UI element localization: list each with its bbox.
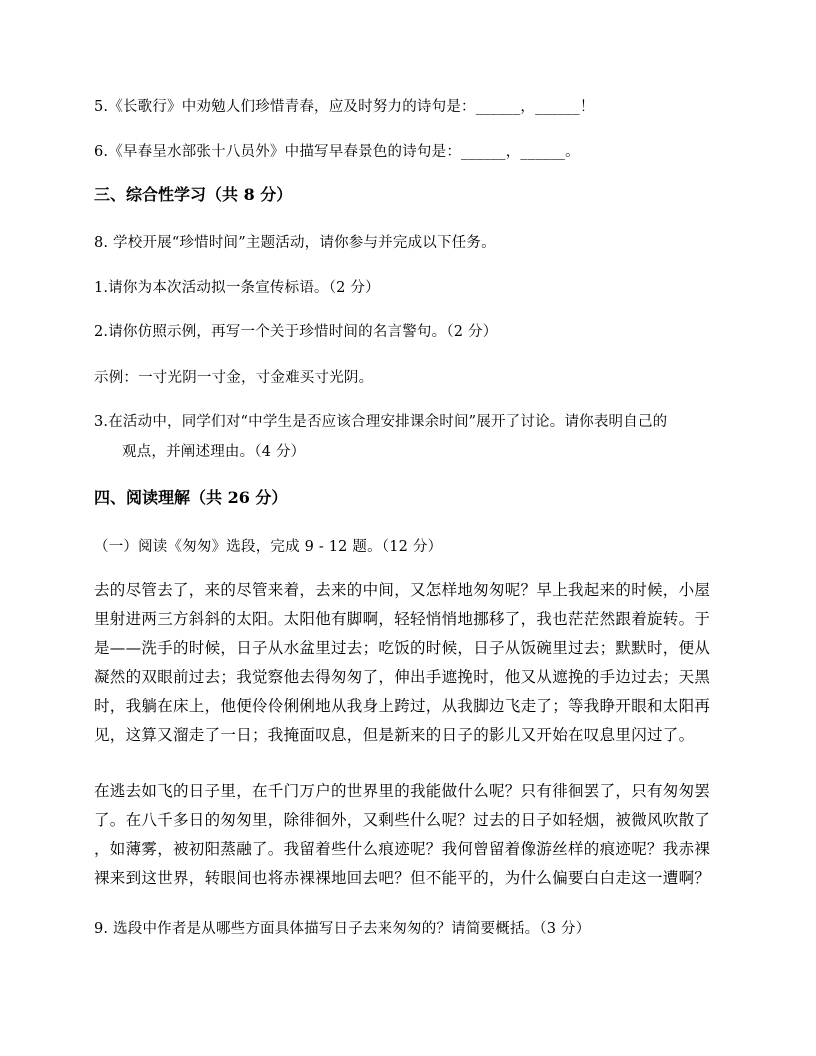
passage-paragraph-1: [94, 576, 722, 750]
passage-line: 里射进两三方斜斜的太阳。太阳他有脚啊，轻轻悄悄地挪移了，我也茫茫然跟着旋转。于: [94, 610, 711, 628]
task-3-line-2: 观点，并阐述理由。（4 分）: [122, 444, 306, 460]
passage-line: 了。在八千多日的匆匆里，除徘徊外，又剩些什么呢？过去的日子如轻烟，被微风吹散了: [94, 811, 711, 829]
section-3-title: 三、综合性学习（共 8 分）: [94, 185, 293, 204]
passage-line: 是——洗手的时候，日子从水盆里过去；吃饭的时候，日子从饭碗里过去；默默时，便从: [94, 639, 711, 657]
passage-line: 见，这算又溜走了一日；我掩面叹息，但是新来的日子的影儿又开始在叹息里闪过了。: [94, 726, 695, 744]
passage-line: 裸来到这世界，转眼间也将赤裸裸地回去吧？但不能平的，为什么偏要白白走这一遭啊？: [94, 869, 711, 887]
reading-subsection-1: （一）阅读《匆匆》选段，完成 9 - 12 题。（12 分）: [94, 539, 443, 555]
question-5: 5.《长歌行》中劝勉人们珍惜青春，应及时努力的诗句是：______，______！: [94, 99, 595, 115]
task-3-line-1: 3.在活动中，同学们对“中学生是否应该合理安排课余时间”展开了讨论。请你表明自己的: [94, 414, 668, 430]
passage-paragraph-2: [94, 777, 722, 893]
question-6: 6.《早春呈水部张十八员外》中描写早春景色的诗句是：______，______。: [94, 144, 580, 160]
example: 示例：一寸光阴一寸金，寸金难买寸光阴。: [94, 370, 374, 386]
passage-line: 凝然的双眼前过去；我觉察他去得匆匆了，伸出手遮挽时，他又从遮挽的手边过去；天黑: [94, 668, 711, 686]
question-9: 9. 选段中作者是从哪些方面具体描写日子去来匆匆的？请简要概括。（3 分）: [94, 921, 591, 937]
passage-line: 时，我躺在床上，他便伶伶俐俐地从我身上跨过，从我脚边飞走了；等我睁开眼和太阳再: [94, 697, 711, 715]
passage-line: ，如薄雾，被初阳蒸融了。我留着些什么痕迹呢？我何曾留着像游丝样的痕迹呢？我赤裸: [94, 840, 711, 858]
section-4-title: 四、阅读理解（共 26 分）: [94, 488, 288, 507]
task-2: 2.请你仿照示例，再写一个关于珍惜时间的名言警句。（2 分）: [94, 324, 498, 340]
task-1: 1.请你为本次活动拟一条宣传标语。（2 分）: [94, 280, 380, 296]
passage-line: 去的尽管去了，来的尽管来着，去来的中间，又怎样地匆匆呢？早上我起来的时候，小屋: [94, 581, 711, 599]
question-8: 8. 学校开展“珍惜时间”主题活动，请你参与并完成以下任务。: [94, 235, 496, 251]
passage-line: 在逃去如飞的日子里，在千门万户的世界里的我能做什么呢？只有徘徊罢了，只有匆匆罢: [94, 782, 711, 800]
